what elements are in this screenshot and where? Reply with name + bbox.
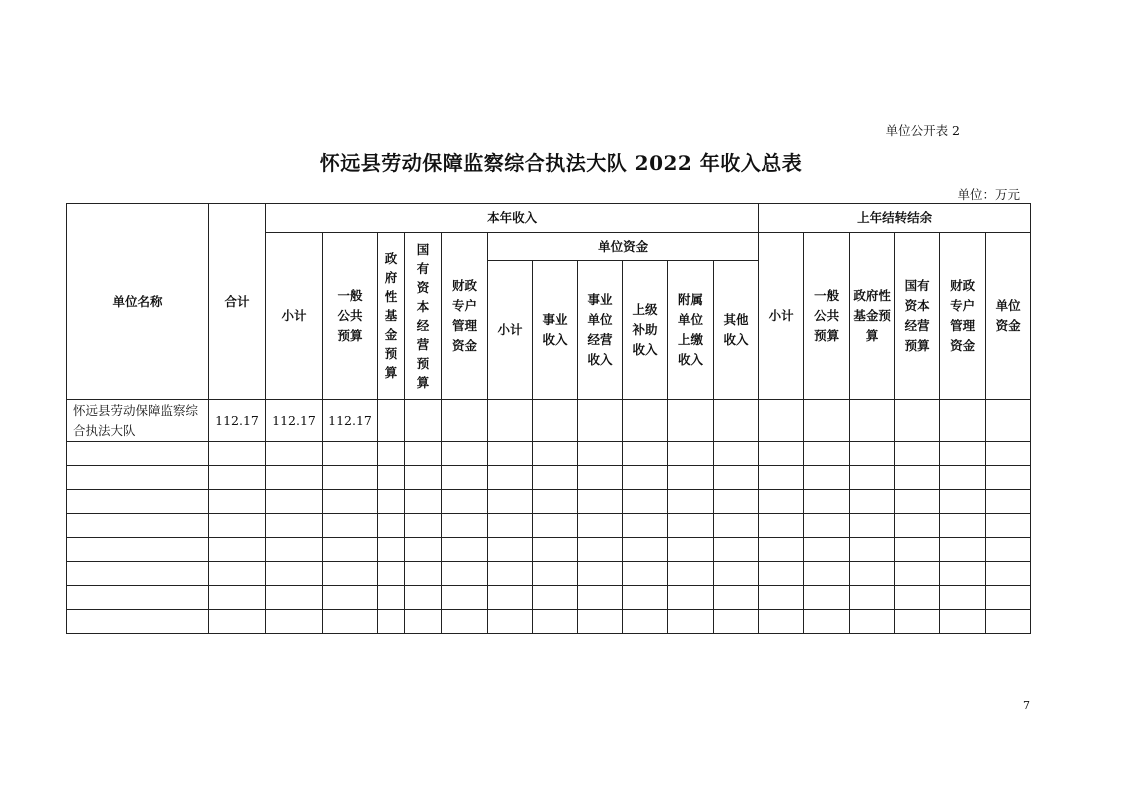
- col-gov-fund: 政府性基金预算: [378, 233, 405, 400]
- table-row: [67, 466, 1031, 490]
- col-subtotal: 小计: [266, 233, 323, 400]
- table-row: [67, 610, 1031, 634]
- table-row: [67, 586, 1031, 610]
- page-number: 7: [1023, 699, 1030, 712]
- col-co-gov-fund: 政府性基金预算: [850, 233, 895, 400]
- table-number: 单位公开表 2: [885, 123, 960, 138]
- col-general-budget: 一般公共预算: [323, 233, 378, 400]
- col-co-state-capital: 国有资本经营预算: [895, 233, 940, 400]
- col-state-capital: 国有资本经营预算: [405, 233, 442, 400]
- table-row: [67, 442, 1031, 466]
- col-uf-superior: 上级补助收入: [623, 261, 668, 400]
- unit-label: 单位：万元: [957, 187, 1020, 202]
- table-row: [67, 562, 1031, 586]
- row-subtotal: 112.17: [266, 400, 323, 442]
- col-group-unit-funds: 单位资金: [488, 233, 759, 261]
- row-total: 112.17: [209, 400, 266, 442]
- table-row: [67, 400, 1031, 442]
- table-row: [67, 490, 1031, 514]
- col-uf-subsidiary: 附属单位上缴收入: [668, 261, 714, 400]
- col-co-general: 一般公共预算: [804, 233, 850, 400]
- col-uf-operation: 事业单位经营收入: [578, 261, 623, 400]
- col-fiscal-special: 财政专户管理资金: [442, 233, 488, 400]
- col-unit-name: 单位名称: [67, 204, 209, 400]
- col-total: 合计: [209, 204, 266, 400]
- col-uf-business: 事业收入: [533, 261, 578, 400]
- table-row: [67, 514, 1031, 538]
- col-co-unit-funds: 单位资金: [986, 233, 1031, 400]
- col-uf-other: 其他收入: [714, 261, 759, 400]
- row-general-budget: 112.17: [323, 400, 378, 442]
- col-uf-subtotal: 小计: [488, 261, 533, 400]
- col-group-this-year: 本年收入: [266, 204, 759, 233]
- col-group-carryover: 上年结转结余: [759, 204, 1031, 233]
- row-unit-name: 怀远县劳动保障监察综合执法大队: [67, 400, 209, 442]
- income-summary-table: [66, 203, 1031, 634]
- col-co-fiscal-special: 财政专户管理资金: [940, 233, 986, 400]
- col-co-subtotal: 小计: [759, 233, 804, 400]
- page-title: 怀远县劳动保障监察综合执法大队 2022 年收入总表: [319, 151, 803, 175]
- table-row: [67, 538, 1031, 562]
